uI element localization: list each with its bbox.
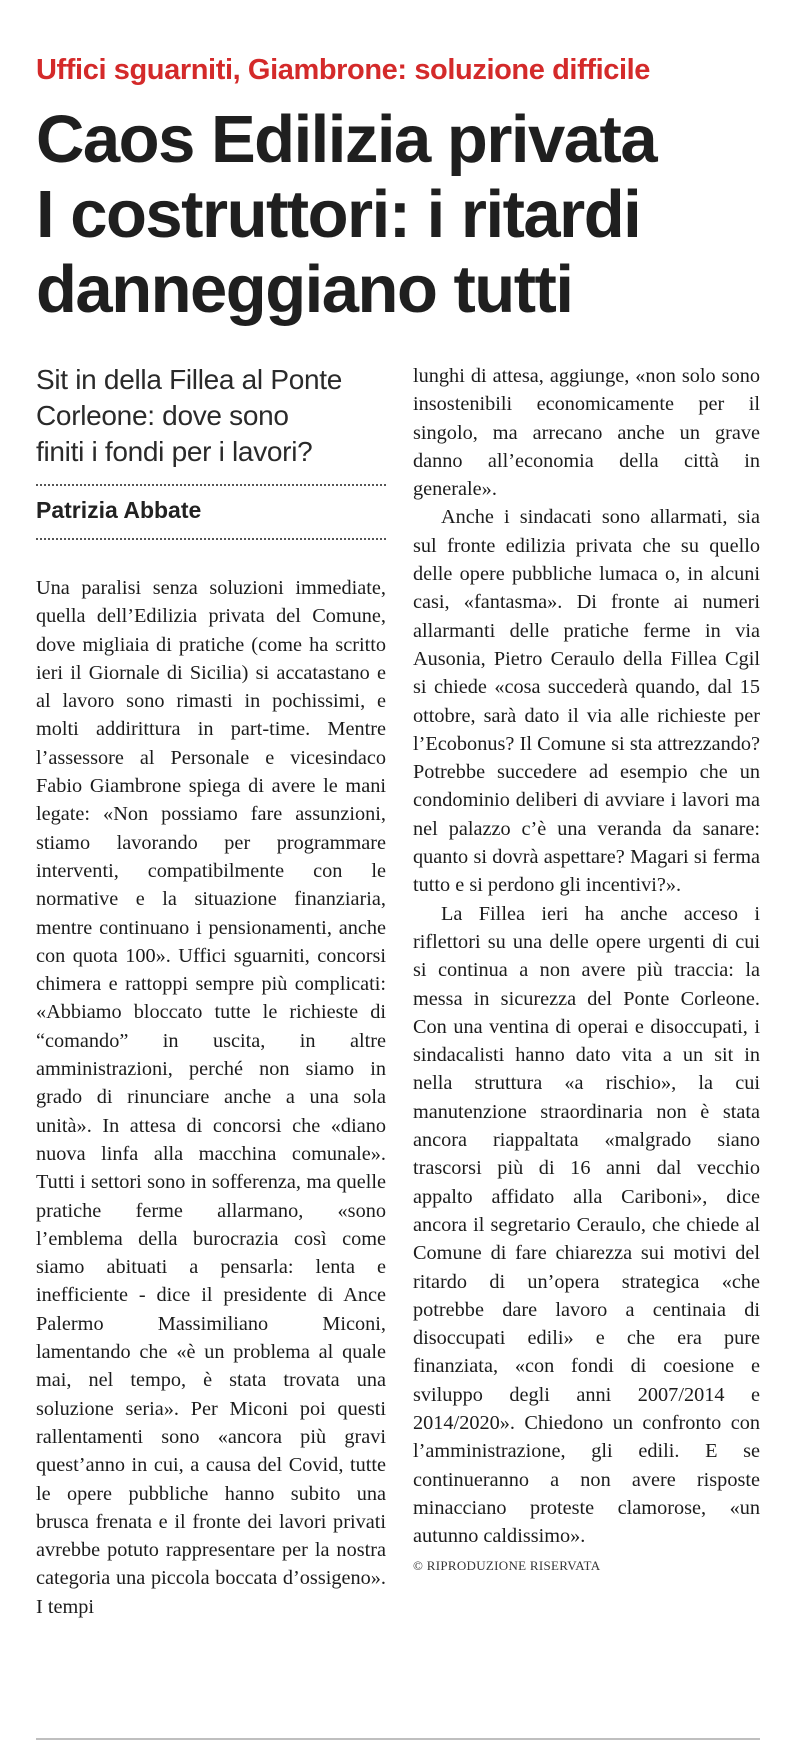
dotted-divider-bottom xyxy=(36,538,386,540)
subheadline-line-3: finiti i fondi per i lavori? xyxy=(36,436,313,467)
author-byline: Patrizia Abbate xyxy=(36,497,202,523)
subheadline-line-2: Corleone: dove sono xyxy=(36,400,289,431)
subheadline-line-1: Sit in della Fillea al Ponte xyxy=(36,364,342,395)
body-paragraph-ponte-corleone: La Fillea ieri ha anche acceso i riflettori su una delle opere urgenti di cui si continua a non avere più traccia: la messa in sicurezza del Ponte Corleone. Con una ventina di operai e disoccupati, i sindacalisti hanno dato vita a un sit in nella struttura «a rischio», la cui manutenzione straordinaria non è stata ancora riappaltata «malgrado siano trascorsi più di 16 anni dal vecchio appalto affidato alla Cariboni», dice ancora il segretario Ceraulo, che chiede al Comune di fare chiarezza sui motivi del ritardo di un’opera strategica «che potrebbe dare lavoro a centinaia di disoccupati edili» e che era pure finanziata, «con fondi di coesione e sviluppo degli anni 2007/2014 e 2014/2020». Chiedono un confronto con l’amministrazione, gli edili. E se continueranno a non avere risposte minacciano proteste clamorose, «un autunno caldissimo». xyxy=(413,902,760,1548)
headline-line-2: I costruttori: i ritardi xyxy=(36,177,641,252)
copyright-notice: © RIPRODUZIONE RISERVATA xyxy=(413,1558,601,1574)
right-column xyxy=(413,362,760,1574)
body-paragraph-left: Una paralisi senza soluzioni immediate, quella dell’Edilizia privata del Comune, dove migliaia di pratiche (come ha scritto ieri il Giornale di Sicilia) si accatastano e al lavoro sono rimasti in pochissimi, e molti addirittura in part-time. Mentre l’assessore al Personale e vicesindaco Fabio Giambrone spiega di avere le mani legate: «Non possiamo fare assunzioni, stiamo lavorando per programmare interventi, compatibilmente con le normative e la situazione finanziaria, mentre continuano i pensionamenti, anche con quota 100». Uffici sguarniti, concorsi chimera e rattoppi sempre più complicati: «Abbiamo bloccato tutte le richieste di “comando” in uscita, in altre amministrazioni, perché non siamo in grado di rinunciare anche a una sola unità». In attesa di concorsi che «diano nuova linfa alla macchina comunale». Tutti i settori sono in sofferenza, ma quelle pratiche ferme allarmano, «sono l’emblema della burocrazia così come siamo abituati a pensarla: lenta e inefficiente - dice il presidente di Ance Palermo Massimiliano Miconi, lamentando che «è un problema al quale mai, nel tempo, è stata trovata una soluzione seria». Per Miconi poi questi rallentamenti sono «ancora più gravi quest’anno in cui, a causa del Covid, tutte le opere pubbliche hanno subito una brusca frenata e il fronte dei lavori privati avrebbe potuto rappresentare per la nostra categoria una piccola boccata d’ossigeno». I tempi xyxy=(36,577,386,1618)
bottom-rule xyxy=(36,1738,760,1740)
headline-line-3: danneggiano tutti xyxy=(36,252,573,327)
main-headline xyxy=(36,102,776,327)
left-column xyxy=(36,362,386,1621)
subheadline xyxy=(36,362,386,470)
headline-line-1: Caos Edilizia privata xyxy=(36,102,657,177)
body-paragraph-continued: lunghi di attesa, aggiunge, «non solo sono insostenibili economicamente per il singolo, ma arrecano anche un grave danno all’economia della città in generale». xyxy=(413,365,760,501)
dotted-divider-top xyxy=(36,484,386,486)
kicker-headline: Uffici sguarniti, Giambrone: soluzione difficile xyxy=(36,54,651,86)
body-paragraph-unions: Anche i sindacati sono allarmati, sia sul fronte edilizia privata che su quello delle opere pubbliche lumaca o, in alcuni casi, «fantasma». Di fronte ai numeri allarmanti delle pratiche ferme in via Ausonia, Pietro Ceraulo della Fillea Cgil si chiede «cosa succederà quando, dal 15 ottobre, sarà dato il via alle richieste per l’Ecobonus? Il Comune si sta attrezzando? Potrebbe succedere ad esempio che un condominio deliberi di avviare i lavori ma nel palazzo c’è una veranda da sanare: quanto si dovrà aspettare? Magari si ferma tutto e si perdono gli incentivi?». xyxy=(413,506,760,897)
